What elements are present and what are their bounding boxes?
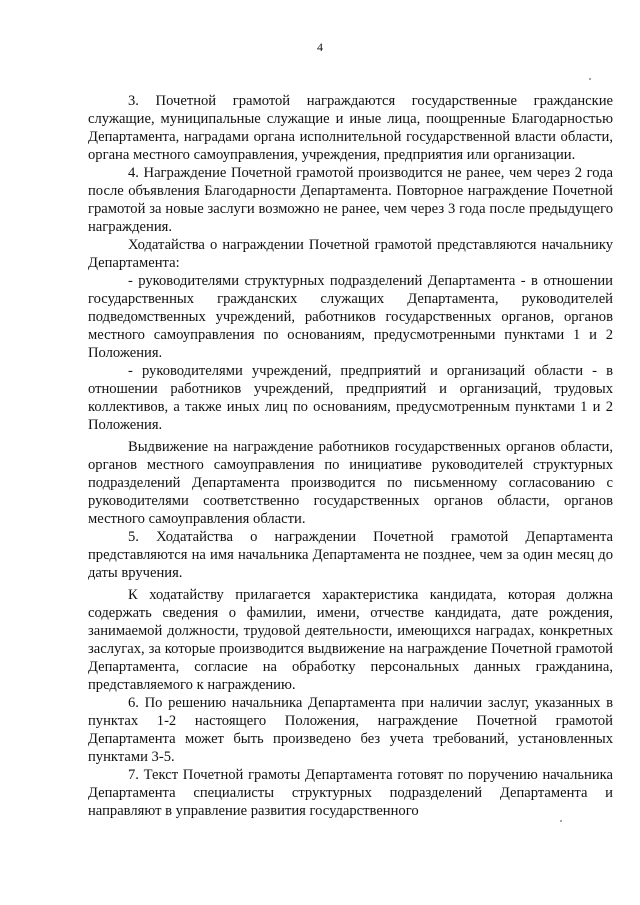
paragraph-item-6: 6. По решению начальника Департамента при наличии заслуг, указанных в пунктах 1-2 настоящего Положения, награждение Почетной грамотой Департамента может быть произведено без учета требований, установленных пунктами 3-5. bbox=[88, 695, 613, 765]
paragraph-characteristic: К ходатайству прилагается характеристика кандидата, которая должна содержать сведения о фамилии, имени, отчестве кандидата, дате рождения, занимаемой должности, трудовой деятельности, имеющихся наградах, конкретных заслугах, за которые производится выдвижение на награждение Почетной грамотой Департамента, согласие на обработку персональных данных гражданина, представляемого к награждению. bbox=[88, 587, 613, 693]
paragraph-dash-structural-heads: - руководителями структурных подразделений Департамента - в отношении государственных гражданских служащих Департамента, руководителей подведомственных учреждений, работников государственных органов, органов местного самоуправления по основаниям, предусмотренными пунктами 1 и 2 Положения. bbox=[88, 273, 613, 361]
paragraph-dash-institution-heads: - руководителями учреждений, предприятий и организаций области - в отношении работников учреждений, предприятий и организаций, трудовых коллективов, а также иных лиц по основаниям, предусмотренным пунктами 1 и 2 Положения. bbox=[88, 363, 613, 433]
page-number: 4 bbox=[317, 40, 323, 54]
paragraph-item-4: 4. Награждение Почетной грамотой производится не ранее, чем через 2 года после объявления Благодарности Департамента. Повторное награждение Почетной грамотой за новые заслуги возможно не ранее, чем через 3 года после предыдущего награждения. bbox=[88, 165, 613, 235]
scan-speck bbox=[589, 78, 591, 80]
paragraph-nomination-agreement: Выдвижение на награждение работников государственных органов области, органов местного самоуправления по инициативе руководителей структурных подразделений Департамента производится по письменному согласованию с руководителями соответственно государственных органов области, органов местного самоуправления области. bbox=[88, 439, 613, 527]
paragraph-petitions-intro: Ходатайства о награждении Почетной грамотой представляются начальнику Департамента: bbox=[88, 237, 613, 271]
paragraph-item-7: 7. Текст Почетной грамоты Департамента готовят по поручению начальника Департамента специалисты структурных подразделений Департамента и направляют в управление развития государственного bbox=[88, 767, 613, 819]
paragraph-item-3: 3. Почетной грамотой награждаются государственные гражданские служащие, муниципальные служащие и иные лица, поощренные Благодарностью Департамента, наградами органа исполнительной государственной власти области, органа местного самоуправления, учреждения, предприятия или организации. bbox=[88, 93, 613, 163]
scan-speck bbox=[560, 820, 562, 822]
document-body bbox=[88, 92, 613, 820]
paragraph-item-5: 5. Ходатайства о награждении Почетной грамотой Департамента представляются на имя начальника Департамента не позднее, чем за один месяц до даты вручения. bbox=[88, 529, 613, 581]
